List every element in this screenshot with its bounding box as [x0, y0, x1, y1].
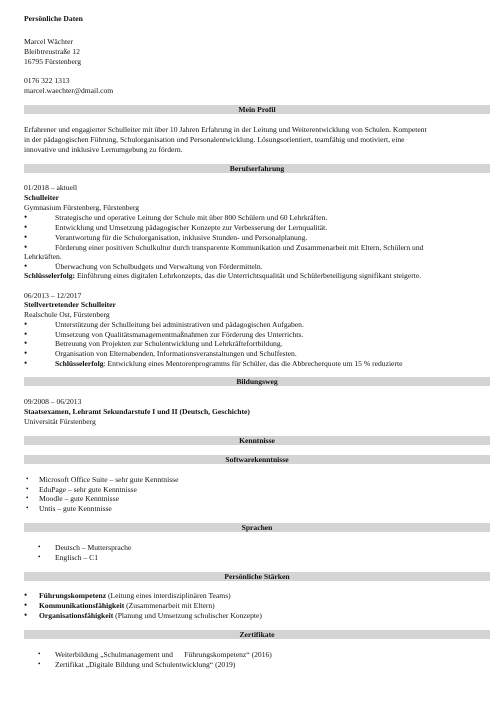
job-1-bullet-3: Verantwortung für die Schulorganisation, inklusive Stunden- und Personalplanung. [55, 233, 308, 242]
job-1-period: 01/2018 – aktuell [24, 183, 78, 192]
bullet-icon: • [24, 232, 28, 242]
software-item-4: Untis – gute Kenntnisse [39, 504, 112, 513]
strength-item-3 [39, 611, 262, 620]
education-school: Universität Fürstenberg [24, 417, 96, 426]
job-1-success-text: Einführung eines digitalen Lehrkonzepts, das die Unterrichtsqualität und Schülerbeteiligung signifikant steigerte. [75, 271, 422, 280]
strengths-heading: Persönliche Stärken [24, 572, 490, 581]
bullet-icon: • [38, 553, 41, 561]
software-item-3: Moodle – gute Kenntnisse [39, 494, 119, 503]
bullet-icon: • [38, 543, 41, 551]
profile-heading: Mein Profil [24, 105, 490, 114]
bullet-icon: • [38, 660, 41, 668]
bullet-icon: • [24, 338, 28, 348]
experience-heading: Berufserfahrung [24, 164, 490, 173]
job-2-success-label: Schlüsselerfolg [55, 359, 104, 368]
job-1-bullet-5: Überwachung von Schulbudgets und Verwaltung von Fördermitteln. [55, 262, 263, 271]
job-2-success [55, 359, 402, 368]
personal-name: Marcel Wächter [24, 37, 73, 46]
job-2-period: 06/2013 – 12/2017 [24, 291, 82, 300]
strength-1-label: Führungskompetenz [39, 591, 107, 600]
job-1-bullet-4: Förderung einer positiven Schulkultur durch transparente Kommunikation und Zusammenarbeit mit Eltern, Schülern und [55, 243, 424, 252]
job-2-org: Realschule Ost, Fürstenberg [24, 310, 110, 319]
strength-1-text: (Leitung eines interdisziplinären Teams) [106, 591, 231, 600]
bullet-icon: • [26, 485, 29, 493]
bullet-icon: • [24, 590, 28, 600]
strength-3-text: (Planung und Umsetzung schulischer Konzepte) [113, 611, 262, 620]
job-2-bullet-1: Unterstützung der Schulleitung bei administrativen und pädagogischen Aufgaben. [55, 320, 304, 329]
job-2-title: Stellvertretender Schulleiter [24, 300, 116, 309]
languages-heading: Sprachen [24, 523, 490, 532]
strength-3-label: Organisationsfähigkeit [39, 611, 114, 620]
bullet-icon: • [24, 600, 28, 610]
certificate-item-1: Weiterbildung „Schulmanagement und Führungskompetenz“ (2016) [55, 650, 272, 659]
bullet-icon: • [24, 212, 28, 222]
strength-2-text: (Zusammenarbeit mit Eltern) [124, 601, 215, 610]
personal-phone: 0176 322 1313 [24, 76, 70, 85]
bullet-icon: • [24, 242, 28, 252]
bullet-icon: • [24, 348, 28, 358]
bullet-icon: • [38, 650, 41, 658]
language-item-2: Englisch – C1 [55, 553, 99, 562]
software-item-1: Microsoft Office Suite – sehr gute Kenntnisse [39, 475, 179, 484]
strength-item-1 [39, 591, 231, 600]
job-2-success-text: : Entwicklung eines Mentorenprogramms für Schüler, das die Abbrecherquote um 15 % reduzierte [103, 359, 403, 368]
job-1-bullet-1: Strategische und operative Leitung der Schule mit über 800 Schülern und 60 Lehrkräften. [55, 213, 328, 222]
bullet-icon: • [26, 494, 29, 502]
certificate-item-2: Zertifikat „Digitale Bildung und Schulentwicklung“ (2019) [55, 660, 236, 669]
bullet-icon: • [26, 504, 29, 512]
job-1-bullet-2: Entwicklung und Umsetzung pädagogischer Konzepte zur Verbesserung der Lernqualität. [55, 223, 328, 232]
job-1-success [24, 271, 421, 280]
bullet-icon: • [26, 475, 29, 483]
job-1-title: Schulleiter [24, 193, 60, 202]
profile-line-1: Erfahrener und engagierter Schulleiter mit über 10 Jahren Erfahrung in der Leitung und Weiterentwicklung von Schulen. Kompetent [24, 125, 427, 134]
job-1-success-label: Schlüsselerfolg: [24, 271, 76, 280]
job-1-bullet-4-cont: Lehrkräften. [24, 252, 62, 261]
personal-heading: Persönliche Daten [24, 14, 83, 23]
profile-line-2: in der pädagogischen Führung, Schulorganisation und Personalentwicklung. Lösungsorientiert, teamfähig und motiviert, eine [24, 135, 405, 144]
bullet-icon: • [24, 358, 28, 368]
job-1-org: Gymnasium Fürstenberg, Fürstenberg [24, 203, 140, 212]
software-heading: Softwarekenntnisse [24, 455, 490, 464]
education-degree: Staatsexamen, Lehramt Sekundarstufe I und II (Deutsch, Geschichte) [24, 407, 250, 416]
bullet-icon: • [24, 222, 28, 232]
bullet-icon: • [24, 261, 28, 271]
language-item-1: Deutsch – Muttersprache [55, 543, 132, 552]
bullet-icon: • [24, 319, 28, 329]
strength-item-2 [39, 601, 215, 610]
skills-heading: Kenntnisse [24, 436, 490, 445]
personal-email: marcel.waechter@dmail.com [24, 86, 114, 95]
software-item-2: EduPage – sehr gute Kenntnisse [39, 485, 137, 494]
profile-line-3: innovative und inklusive Lernumgebung zu fördern. [24, 145, 183, 154]
job-2-bullet-2: Umsetzung von Qualitätsmanagementmaßnahmen zur Förderung des Unterrichts. [55, 330, 304, 339]
job-2-bullet-4: Organisation von Elternabenden, Informationsveranstaltungen und Schulfesten. [55, 349, 297, 358]
job-2-bullet-3: Betreuung von Projekten zur Schulentwicklung und Lehrkräftefortbildung. [55, 339, 283, 348]
personal-street: Bleibtreustraße 12 [24, 47, 80, 56]
education-heading: Bildungsweg [24, 377, 490, 386]
certificates-heading: Zertifikate [24, 630, 490, 639]
education-period: 09/2008 – 06/2013 [24, 397, 82, 406]
bullet-icon: • [24, 610, 28, 620]
strength-2-label: Kommunikationsfähigkeit [39, 601, 125, 610]
bullet-icon: • [24, 329, 28, 339]
personal-city: 16795 Fürstenberg [24, 57, 82, 66]
